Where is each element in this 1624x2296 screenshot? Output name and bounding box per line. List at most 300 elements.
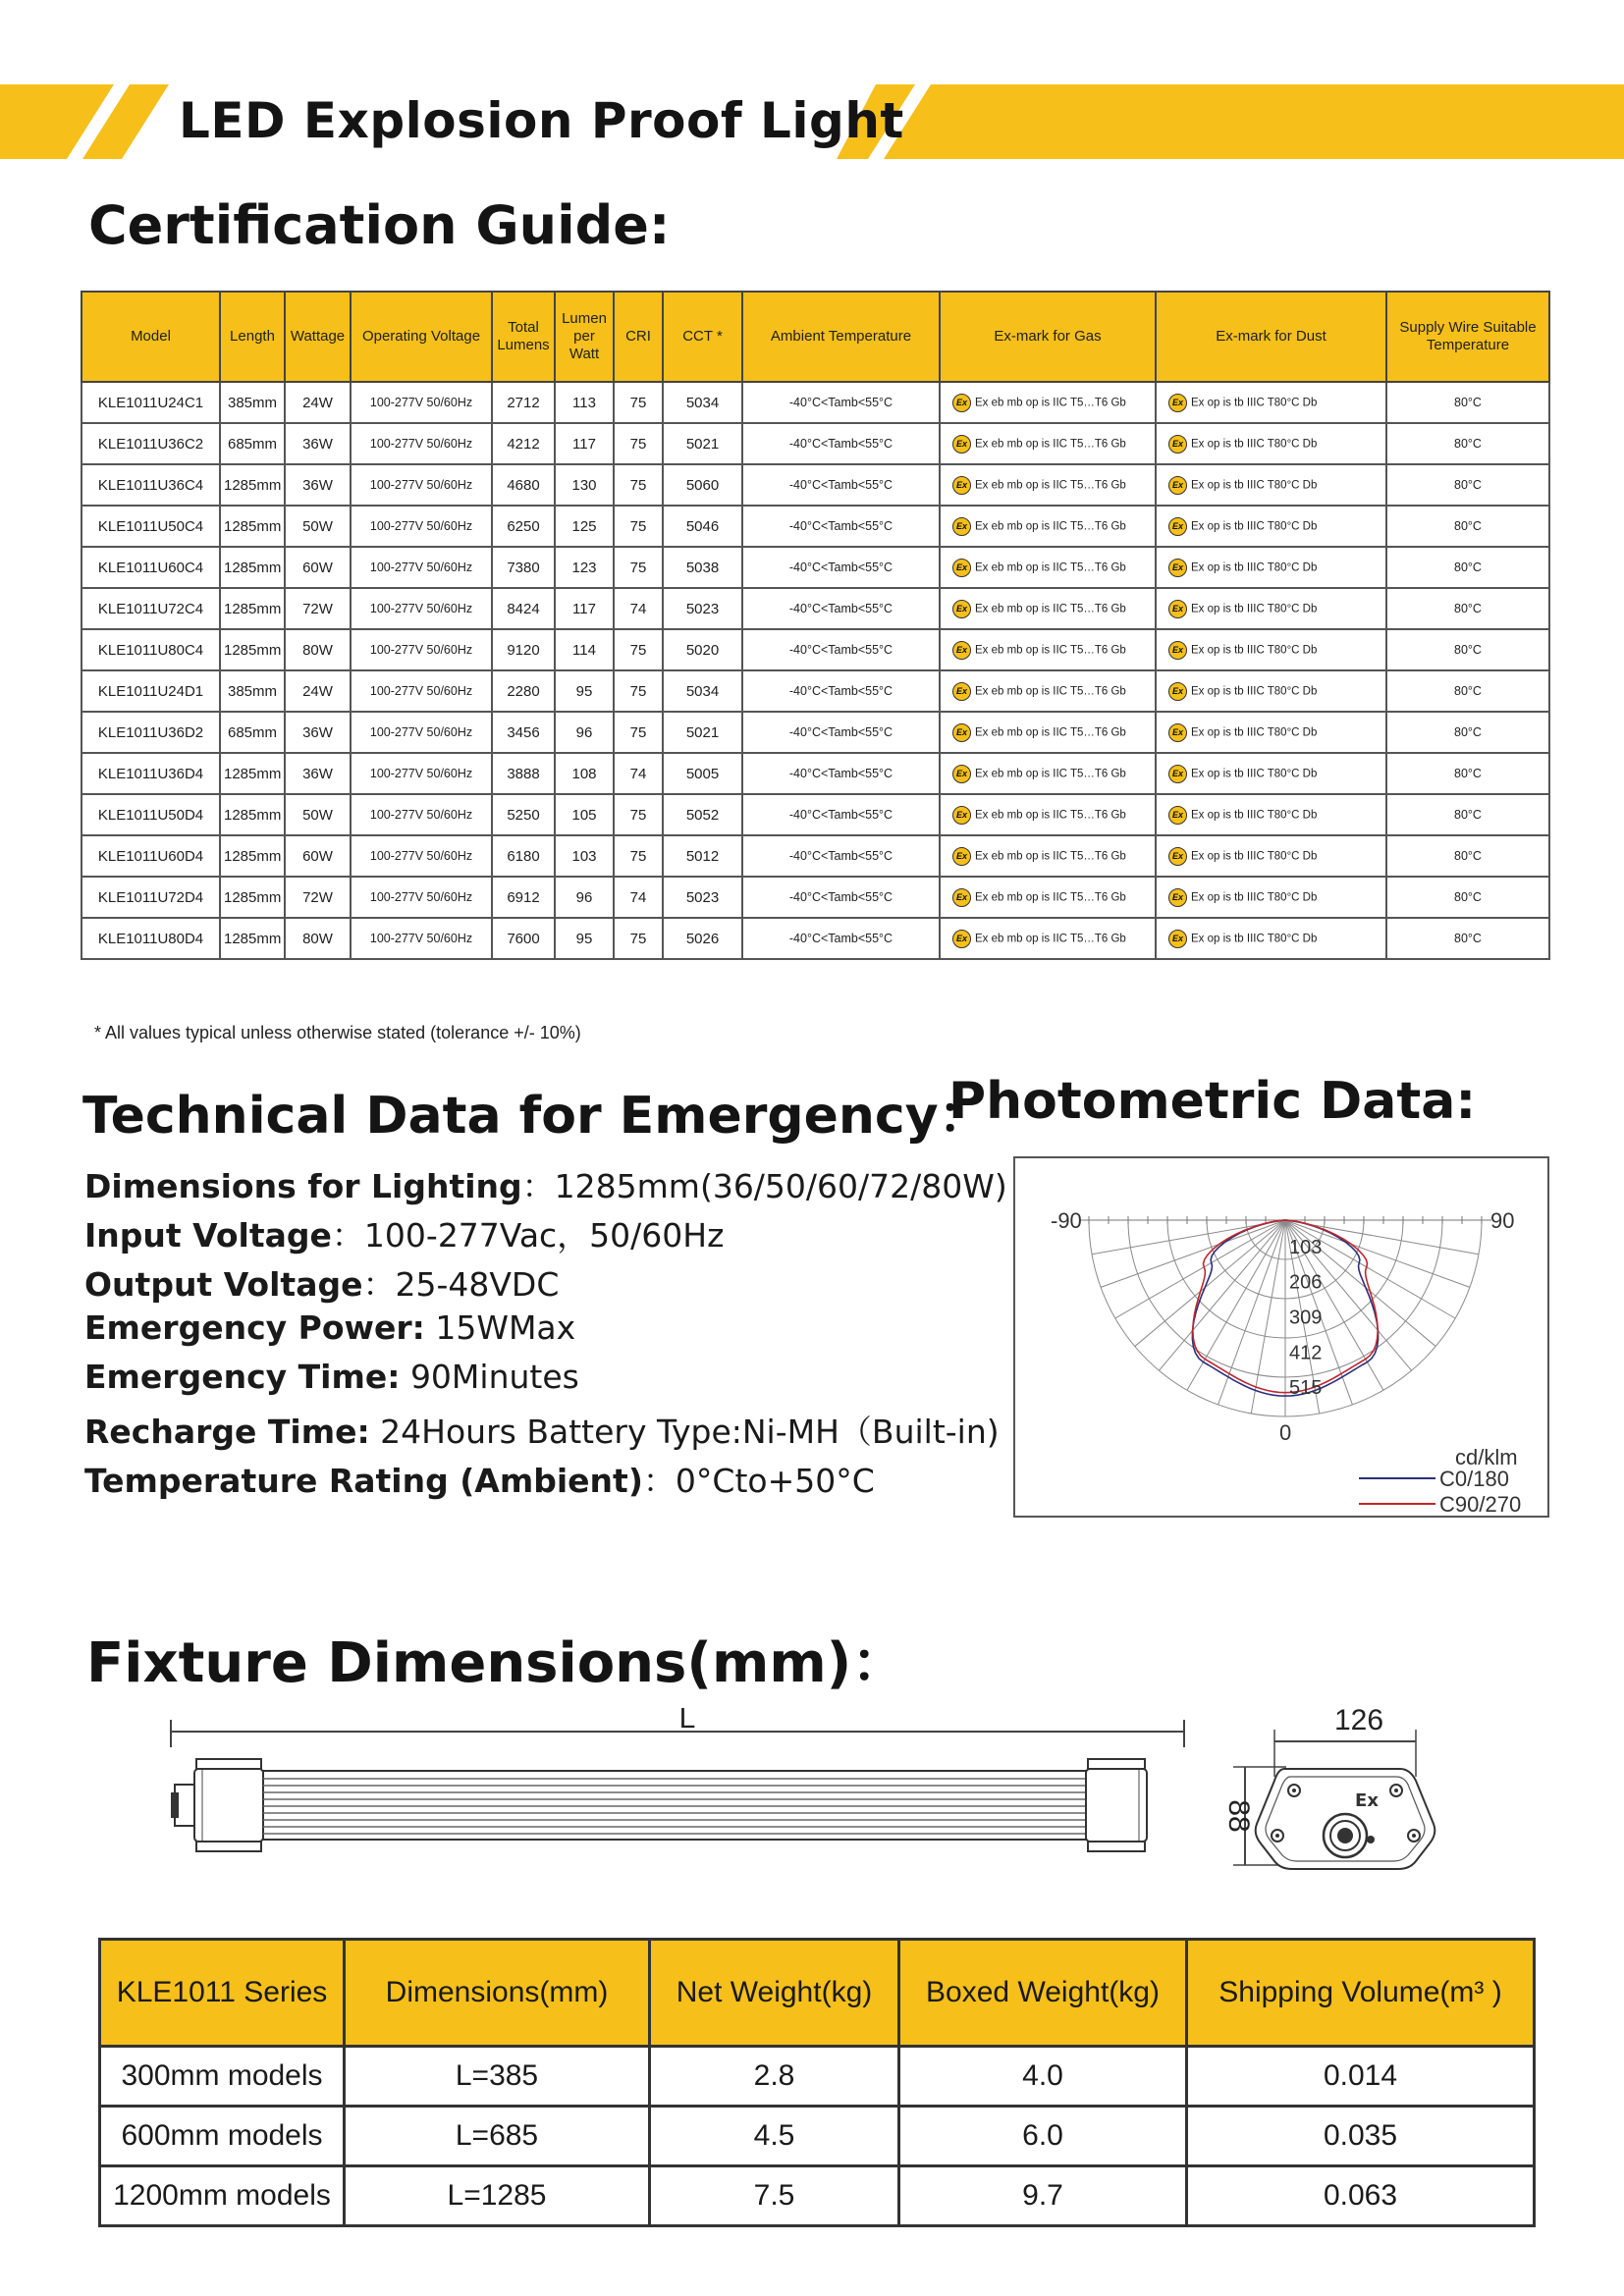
cert-table-cell: 1285mm xyxy=(220,877,285,918)
cert-table-cell: 36W xyxy=(285,753,351,794)
cert-table-cell: KLE1011U72C4 xyxy=(81,588,220,629)
ex-mark-text: Ex op is tb IIIC T80°C Db xyxy=(1191,561,1318,574)
cert-table-cell: 9120 xyxy=(492,629,555,670)
height-label: 88 xyxy=(1222,1799,1255,1833)
ex-mark-text: Ex op is tb IIIC T80°C Db xyxy=(1191,520,1318,533)
spec-label: Recharge Time: xyxy=(84,1413,370,1451)
cert-table-cell: 1285mm xyxy=(220,918,285,959)
cert-table-cell: 100-277V 50/60Hz xyxy=(351,464,492,506)
angle-label-right: 90 xyxy=(1490,1208,1515,1233)
radial-tick-label: 206 xyxy=(1289,1271,1323,1294)
cert-table-cell: KLE1011U50D4 xyxy=(81,794,220,835)
cert-table-row xyxy=(81,588,1549,629)
cert-table-row xyxy=(81,835,1549,877)
cert-table-cell: 108 xyxy=(555,753,614,794)
cert-table-cell: 5034 xyxy=(663,382,742,423)
cert-table-cell: 75 xyxy=(614,506,663,547)
cert-table-cell: 80°C xyxy=(1386,506,1549,547)
radial-tick-label: 412 xyxy=(1289,1342,1323,1364)
ex-mark-text: Ex eb mb op is IIC T5…T6 Gb xyxy=(975,933,1126,945)
cert-table-cell: 5052 xyxy=(663,794,742,835)
cert-table-cell: 75 xyxy=(614,835,663,877)
ex-symbol-icon: Ex xyxy=(952,600,971,618)
cert-table-cell: -40°C<Tamb<55°C xyxy=(742,877,940,918)
cert-table-cell: 80°C xyxy=(1386,464,1549,506)
cert-table-row xyxy=(81,753,1549,794)
ex-mark-text: Ex eb mb op is IIC T5…T6 Gb xyxy=(975,397,1126,409)
spec-separator xyxy=(425,1308,436,1347)
cert-table-cell: 7600 xyxy=(492,918,555,959)
spec-value: 90Minutes xyxy=(409,1358,579,1396)
ex-mark-gas-cell xyxy=(940,877,1156,918)
cert-table-cell: 8424 xyxy=(492,588,555,629)
cert-column-header: CRI xyxy=(614,292,663,382)
dimensions-table-row xyxy=(100,2047,1535,2107)
ex-mark-text: Ex eb mb op is IIC T5…T6 Gb xyxy=(975,809,1126,822)
cert-table-row xyxy=(81,423,1549,464)
spec-label: Dimensions for Lighting xyxy=(84,1167,522,1205)
cert-table-cell: 80°C xyxy=(1386,794,1549,835)
cert-table-cell: -40°C<Tamb<55°C xyxy=(742,712,940,753)
cert-table-cell: 5012 xyxy=(663,835,742,877)
spec-value: 100-277Vac，50/60Hz xyxy=(363,1216,725,1255)
ex-mark-gas-cell xyxy=(940,753,1156,794)
ex-mark-text: Ex op is tb IIIC T80°C Db xyxy=(1191,933,1318,945)
ex-mark-text: Ex op is tb IIIC T80°C Db xyxy=(1191,850,1318,863)
spec-value: 0°Cto+50°C xyxy=(675,1462,875,1500)
cert-column-header: Wattage xyxy=(285,292,351,382)
cert-table-cell: 24W xyxy=(285,670,351,712)
ex-symbol-icon: Ex xyxy=(952,476,971,495)
cert-table-cell: -40°C<Tamb<55°C xyxy=(742,629,940,670)
cert-table-cell: 100-277V 50/60Hz xyxy=(351,506,492,547)
cert-table-cell: 5038 xyxy=(663,547,742,588)
cert-table-cell: 5020 xyxy=(663,629,742,670)
spec-separator xyxy=(370,1413,381,1451)
spec-separator: ： xyxy=(331,1216,364,1255)
dimensions-table xyxy=(98,1938,1536,2227)
cert-table-cell: 75 xyxy=(614,712,663,753)
ex-symbol-icon: Ex xyxy=(1168,682,1187,701)
ex-mark-gas-cell xyxy=(940,670,1156,712)
ex-mark-text: Ex eb mb op is IIC T5…T6 Gb xyxy=(975,603,1126,615)
ex-mark-text: Ex eb mb op is IIC T5…T6 Gb xyxy=(975,438,1126,451)
cert-column-header: Lumen per Watt xyxy=(555,292,614,382)
cert-table-cell: 117 xyxy=(555,588,614,629)
fixture-drawing xyxy=(157,1708,1492,1924)
ex-mark-dust-cell xyxy=(1156,588,1386,629)
ex-symbol-icon: Ex xyxy=(1168,435,1187,454)
length-label: L xyxy=(678,1708,696,1735)
angle-label-bottom: 0 xyxy=(1279,1420,1292,1445)
dimensions-table-cell: 600mm models xyxy=(100,2107,345,2166)
dimensions-table-cell: 4.5 xyxy=(650,2107,899,2166)
radial-tick-label: 515 xyxy=(1289,1377,1323,1400)
certification-table xyxy=(81,291,1550,960)
ex-mark-gas-cell xyxy=(940,464,1156,506)
cert-table-cell: -40°C<Tamb<55°C xyxy=(742,423,940,464)
emergency-spec-item xyxy=(84,1161,1007,1207)
cert-table-cell: 80°C xyxy=(1386,382,1549,423)
spec-value: 24Hours Battery Type:Ni-MH（Built-in) xyxy=(380,1413,1000,1451)
cert-table-cell: 100-277V 50/60Hz xyxy=(351,629,492,670)
cert-table-cell: 5021 xyxy=(663,423,742,464)
cert-table-cell: KLE1011U36D4 xyxy=(81,753,220,794)
cert-table-row xyxy=(81,464,1549,506)
ex-mark-text: Ex op is tb IIIC T80°C Db xyxy=(1191,603,1318,615)
photometric-chart-frame xyxy=(1013,1156,1549,1518)
cert-table-row xyxy=(81,877,1549,918)
cert-table-cell: 75 xyxy=(614,464,663,506)
cert-table-row xyxy=(81,918,1549,959)
dimensions-table-cell: 7.5 xyxy=(650,2166,899,2226)
ex-symbol-icon: Ex xyxy=(1168,600,1187,618)
ex-mark-gas-cell xyxy=(940,629,1156,670)
dimensions-column-header: Boxed Weight(kg) xyxy=(899,1940,1187,2047)
cert-table-cell: 75 xyxy=(614,382,663,423)
dimensions-table-cell: 6.0 xyxy=(899,2107,1187,2166)
cert-table-cell: 74 xyxy=(614,753,663,794)
cert-column-header: Length xyxy=(220,292,285,382)
certification-header-row xyxy=(81,292,1549,382)
cert-table-cell: KLE1011U72D4 xyxy=(81,877,220,918)
ex-mark-text: Ex eb mb op is IIC T5…T6 Gb xyxy=(975,726,1126,739)
ex-mark-text: Ex op is tb IIIC T80°C Db xyxy=(1191,397,1318,409)
cert-table-cell: 5250 xyxy=(492,794,555,835)
cert-table-cell: 7380 xyxy=(492,547,555,588)
ex-mark-text: Ex eb mb op is IIC T5…T6 Gb xyxy=(975,768,1126,780)
cert-table-cell: 130 xyxy=(555,464,614,506)
dimensions-table-cell: L=385 xyxy=(345,2047,650,2107)
dimensions-column-header: Net Weight(kg) xyxy=(650,1940,899,2047)
cert-table-cell: 80°C xyxy=(1386,547,1549,588)
spec-value: 1285mm(36/50/60/72/80W) xyxy=(554,1167,1007,1205)
cert-table-cell: 100-277V 50/60Hz xyxy=(351,753,492,794)
cert-table-cell: 100-277V 50/60Hz xyxy=(351,382,492,423)
cert-table-cell: -40°C<Tamb<55°C xyxy=(742,753,940,794)
ex-mark-dust-cell xyxy=(1156,629,1386,670)
ex-symbol-icon: Ex xyxy=(1168,641,1187,660)
ex-mark-dust-cell xyxy=(1156,835,1386,877)
cert-table-cell: 5005 xyxy=(663,753,742,794)
dimensions-column-header: Dimensions(mm) xyxy=(345,1940,650,2047)
cert-table-cell: 5060 xyxy=(663,464,742,506)
cert-table-cell: 80°C xyxy=(1386,877,1549,918)
dimensions-table-cell: 2.8 xyxy=(650,2047,899,2107)
cert-table-cell: 80°C xyxy=(1386,588,1549,629)
cert-table-cell: 2280 xyxy=(492,670,555,712)
cert-column-header: Ambient Temperature xyxy=(742,292,940,382)
fixture-heading: Fixture Dimensions(mm)： xyxy=(86,1631,907,1695)
cert-table-row xyxy=(81,382,1549,423)
cert-table-cell: 125 xyxy=(555,506,614,547)
cert-table-cell: -40°C<Tamb<55°C xyxy=(742,835,940,877)
cert-table-cell: -40°C<Tamb<55°C xyxy=(742,588,940,629)
cert-table-cell: 95 xyxy=(555,918,614,959)
ex-symbol-icon: Ex xyxy=(1168,723,1187,742)
cert-table-cell: 5034 xyxy=(663,670,742,712)
ex-mark-gas-cell xyxy=(940,423,1156,464)
dimensions-table-cell: L=685 xyxy=(345,2107,650,2166)
certification-heading: Certification Guide: xyxy=(88,194,671,256)
cert-table-cell: 1285mm xyxy=(220,629,285,670)
width-label: 126 xyxy=(1333,1708,1384,1736)
cert-table-cell: KLE1011U60C4 xyxy=(81,547,220,588)
ex-symbol-icon: Ex xyxy=(952,517,971,536)
spec-value: 25-48VDC xyxy=(395,1265,560,1304)
cert-table-cell: 60W xyxy=(285,835,351,877)
cert-table-row xyxy=(81,629,1549,670)
cert-table-cell: 80W xyxy=(285,918,351,959)
cert-column-header: CCT * xyxy=(663,292,742,382)
cert-table-cell: KLE1011U36D2 xyxy=(81,712,220,753)
cert-table-cell: 5026 xyxy=(663,918,742,959)
cert-table-cell: 105 xyxy=(555,794,614,835)
cert-table-cell: 1285mm xyxy=(220,506,285,547)
cert-table-cell: -40°C<Tamb<55°C xyxy=(742,547,940,588)
cert-table-cell: KLE1011U80D4 xyxy=(81,918,220,959)
ex-mark-gas-cell xyxy=(940,794,1156,835)
ex-symbol-icon: Ex xyxy=(952,723,971,742)
cert-table-cell: 96 xyxy=(555,712,614,753)
cert-table-cell: -40°C<Tamb<55°C xyxy=(742,670,940,712)
ex-mark-gas-cell xyxy=(940,506,1156,547)
ex-mark-text: Ex eb mb op is IIC T5…T6 Gb xyxy=(975,850,1126,863)
cert-table-row xyxy=(81,506,1549,547)
ex-symbol-icon: Ex xyxy=(1168,806,1187,825)
ex-mark-text: Ex eb mb op is IIC T5…T6 Gb xyxy=(975,520,1126,533)
cert-table-cell: 80°C xyxy=(1386,423,1549,464)
dimensions-column-header: Shipping Volume(m³ ) xyxy=(1187,1940,1535,2047)
cert-table-cell: -40°C<Tamb<55°C xyxy=(742,918,940,959)
cert-column-header: Model xyxy=(81,292,220,382)
ex-symbol-icon: Ex xyxy=(1168,888,1187,907)
cert-table-cell: 100-277V 50/60Hz xyxy=(351,835,492,877)
ex-symbol-icon: Ex xyxy=(952,888,971,907)
spec-separator: ： xyxy=(521,1167,555,1205)
cert-table-cell: 100-277V 50/60Hz xyxy=(351,423,492,464)
cert-table-cell: 1285mm xyxy=(220,835,285,877)
ex-symbol-icon: Ex xyxy=(1168,517,1187,536)
cert-table-cell: 123 xyxy=(555,547,614,588)
ex-mark-dust-cell xyxy=(1156,712,1386,753)
cert-table-cell: 74 xyxy=(614,588,663,629)
cert-table-cell: 74 xyxy=(614,877,663,918)
ex-mark-gas-cell xyxy=(940,547,1156,588)
cert-table-cell: 1285mm xyxy=(220,588,285,629)
cert-table-cell: 6180 xyxy=(492,835,555,877)
emergency-heading: Technical Data for Emergency： xyxy=(82,1087,990,1146)
ex-symbol-icon: Ex xyxy=(1168,394,1187,412)
tolerance-note: * All values typical unless otherwise stated (tolerance +/- 10%) xyxy=(94,1023,581,1042)
cert-table-cell: 72W xyxy=(285,588,351,629)
ex-mark-dust-cell xyxy=(1156,382,1386,423)
cert-table-cell: -40°C<Tamb<55°C xyxy=(742,382,940,423)
cert-table-cell: KLE1011U24C1 xyxy=(81,382,220,423)
cert-table-cell: 6250 xyxy=(492,506,555,547)
spec-value: 15WMax xyxy=(435,1308,576,1347)
dimensions-table-cell: 300mm models xyxy=(100,2047,345,2107)
ex-mark-text: Ex eb mb op is IIC T5…T6 Gb xyxy=(975,685,1126,698)
cert-table-row xyxy=(81,547,1549,588)
spec-label: Input Voltage xyxy=(84,1216,332,1255)
spec-label: Output Voltage xyxy=(84,1265,363,1304)
ex-symbol-icon: Ex xyxy=(952,641,971,660)
dimensions-table-row xyxy=(100,2107,1535,2166)
ex-symbol-icon: Ex xyxy=(1168,765,1187,783)
cert-table-cell: 6912 xyxy=(492,877,555,918)
cert-table-cell: 72W xyxy=(285,877,351,918)
emergency-spec-item xyxy=(84,1210,724,1256)
cert-table-row xyxy=(81,670,1549,712)
cert-table-cell: 1285mm xyxy=(220,464,285,506)
cert-table-cell: 385mm xyxy=(220,670,285,712)
cert-table-cell: 2712 xyxy=(492,382,555,423)
cert-table-cell: 385mm xyxy=(220,382,285,423)
cert-column-header: Supply Wire Suitable Temperature xyxy=(1386,292,1549,382)
legend-label: C90/270 xyxy=(1439,1492,1522,1517)
cert-table-cell: -40°C<Tamb<55°C xyxy=(742,506,940,547)
ex-mark-gas-cell xyxy=(940,382,1156,423)
cert-table-cell: 80°C xyxy=(1386,629,1549,670)
ex-mark-text: Ex op is tb IIIC T80°C Db xyxy=(1191,891,1318,904)
cert-table-cell: 1285mm xyxy=(220,753,285,794)
spec-separator: ： xyxy=(642,1462,676,1500)
cert-table-cell: 5046 xyxy=(663,506,742,547)
spec-label: Emergency Power: xyxy=(84,1308,425,1347)
emergency-spec-item xyxy=(84,1308,575,1347)
spec-separator: ： xyxy=(362,1265,396,1304)
cert-table-cell: 3888 xyxy=(492,753,555,794)
cert-table-row xyxy=(81,712,1549,753)
cert-table-cell: -40°C<Tamb<55°C xyxy=(742,464,940,506)
cert-table-cell: KLE1011U60D4 xyxy=(81,835,220,877)
cert-table-cell: 100-277V 50/60Hz xyxy=(351,794,492,835)
cert-table-cell: KLE1011U36C4 xyxy=(81,464,220,506)
cert-table-cell: 685mm xyxy=(220,712,285,753)
cert-table-cell: 75 xyxy=(614,423,663,464)
dimensions-table-cell: L=1285 xyxy=(345,2166,650,2226)
ex-symbol-icon: Ex xyxy=(952,930,971,948)
angle-label-left: -90 xyxy=(1051,1208,1082,1233)
cert-table-cell: KLE1011U36C2 xyxy=(81,423,220,464)
cert-table-cell: 100-277V 50/60Hz xyxy=(351,712,492,753)
cert-table-cell: 103 xyxy=(555,835,614,877)
cert-table-cell: 5023 xyxy=(663,877,742,918)
cert-table-cell: 95 xyxy=(555,670,614,712)
cert-table-cell: 685mm xyxy=(220,423,285,464)
cert-table-cell: 1285mm xyxy=(220,547,285,588)
cert-table-cell: 117 xyxy=(555,423,614,464)
ex-mark-gas-cell xyxy=(940,918,1156,959)
cert-table-cell: 50W xyxy=(285,794,351,835)
cert-table-cell: 4680 xyxy=(492,464,555,506)
ex-mark-text: Ex op is tb IIIC T80°C Db xyxy=(1191,809,1318,822)
cert-table-cell: 75 xyxy=(614,547,663,588)
ex-mark-text: Ex op is tb IIIC T80°C Db xyxy=(1191,685,1318,698)
ex-mark-text: Ex op is tb IIIC T80°C Db xyxy=(1191,438,1318,451)
ex-mark-text: Ex eb mb op is IIC T5…T6 Gb xyxy=(975,644,1126,657)
fixture-side-view xyxy=(171,1759,1147,1851)
ex-mark-text: Ex op is tb IIIC T80°C Db xyxy=(1191,768,1318,780)
cert-table-cell: 36W xyxy=(285,464,351,506)
dimensions-table-cell: 0.063 xyxy=(1187,2166,1535,2226)
cert-table-cell: 80°C xyxy=(1386,835,1549,877)
cert-table-cell: 3456 xyxy=(492,712,555,753)
cert-table-cell: 75 xyxy=(614,794,663,835)
dimensions-table-cell: 9.7 xyxy=(899,2166,1187,2226)
cert-table-cell: 36W xyxy=(285,712,351,753)
cert-table-cell: 1285mm xyxy=(220,794,285,835)
cert-table-cell: 96 xyxy=(555,877,614,918)
cert-table-cell: 80°C xyxy=(1386,753,1549,794)
photometric-heading: Photometric Data: xyxy=(948,1072,1477,1131)
ex-mark-dust-cell xyxy=(1156,670,1386,712)
ex-mark-dust-cell xyxy=(1156,753,1386,794)
cert-table-cell: 113 xyxy=(555,382,614,423)
ex-symbol-icon: Ex xyxy=(1168,847,1187,866)
emergency-spec-item xyxy=(84,1259,559,1306)
radial-tick-label: 103 xyxy=(1289,1236,1323,1258)
cert-table-cell: KLE1011U24D1 xyxy=(81,670,220,712)
ex-symbol-icon: Ex xyxy=(952,682,971,701)
ex-symbol-icon: Ex xyxy=(952,435,971,454)
ex-symbol-icon: Ex xyxy=(952,559,971,577)
cert-column-header: Operating Voltage xyxy=(351,292,492,382)
ex-mark-text: Ex op is tb IIIC T80°C Db xyxy=(1191,644,1318,657)
ex-symbol-icon: Ex xyxy=(952,765,971,783)
ex-mark-gas-cell xyxy=(940,712,1156,753)
ex-symbol-icon: Ex xyxy=(952,847,971,866)
cert-table-cell: 114 xyxy=(555,629,614,670)
cert-column-header: Total Lumens xyxy=(492,292,555,382)
dimensions-table-cell: 4.0 xyxy=(899,2047,1187,2107)
ex-mark-text: Ex op is tb IIIC T80°C Db xyxy=(1191,479,1318,492)
ex-symbol-icon: Ex xyxy=(1168,559,1187,577)
ex-mark-dust-cell xyxy=(1156,423,1386,464)
emergency-spec-item xyxy=(84,1407,1000,1453)
photometric-polar-chart xyxy=(1015,1158,1551,1520)
cert-column-header: Ex-mark for Dust xyxy=(1156,292,1386,382)
cert-table-cell: 60W xyxy=(285,547,351,588)
emergency-spec-item xyxy=(84,1358,579,1396)
cert-table-cell: 50W xyxy=(285,506,351,547)
cert-table-cell: 75 xyxy=(614,670,663,712)
cert-table-cell: 80°C xyxy=(1386,670,1549,712)
cert-table-cell: 4212 xyxy=(492,423,555,464)
ex-symbol-icon: Ex xyxy=(1168,476,1187,495)
emergency-spec-item xyxy=(84,1456,875,1502)
cert-table-cell: 80W xyxy=(285,629,351,670)
cert-table-cell: 80°C xyxy=(1386,712,1549,753)
dimensions-table-cell: 0.035 xyxy=(1187,2107,1535,2166)
radial-tick-label: 309 xyxy=(1289,1307,1323,1329)
ex-mark-gas-cell xyxy=(940,835,1156,877)
ex-mark-dust-cell xyxy=(1156,794,1386,835)
ex-mark-dust-cell xyxy=(1156,877,1386,918)
ex-mark-text: Ex op is tb IIIC T80°C Db xyxy=(1191,726,1318,739)
spec-label: Emergency Time: xyxy=(84,1358,401,1396)
ex-symbol-icon: Ex xyxy=(952,394,971,412)
legend-label: C0/180 xyxy=(1439,1467,1509,1491)
cert-table-cell: 5023 xyxy=(663,588,742,629)
cert-table-cell: 100-277V 50/60Hz xyxy=(351,877,492,918)
ex-mark-text: Ex eb mb op is IIC T5…T6 Gb xyxy=(975,891,1126,904)
ex-mark-text: Ex eb mb op is IIC T5…T6 Gb xyxy=(975,479,1126,492)
cert-table-cell: 80°C xyxy=(1386,918,1549,959)
ex-symbol-icon: Ex xyxy=(952,806,971,825)
ex-mark-text: Ex eb mb op is IIC T5…T6 Gb xyxy=(975,561,1126,574)
